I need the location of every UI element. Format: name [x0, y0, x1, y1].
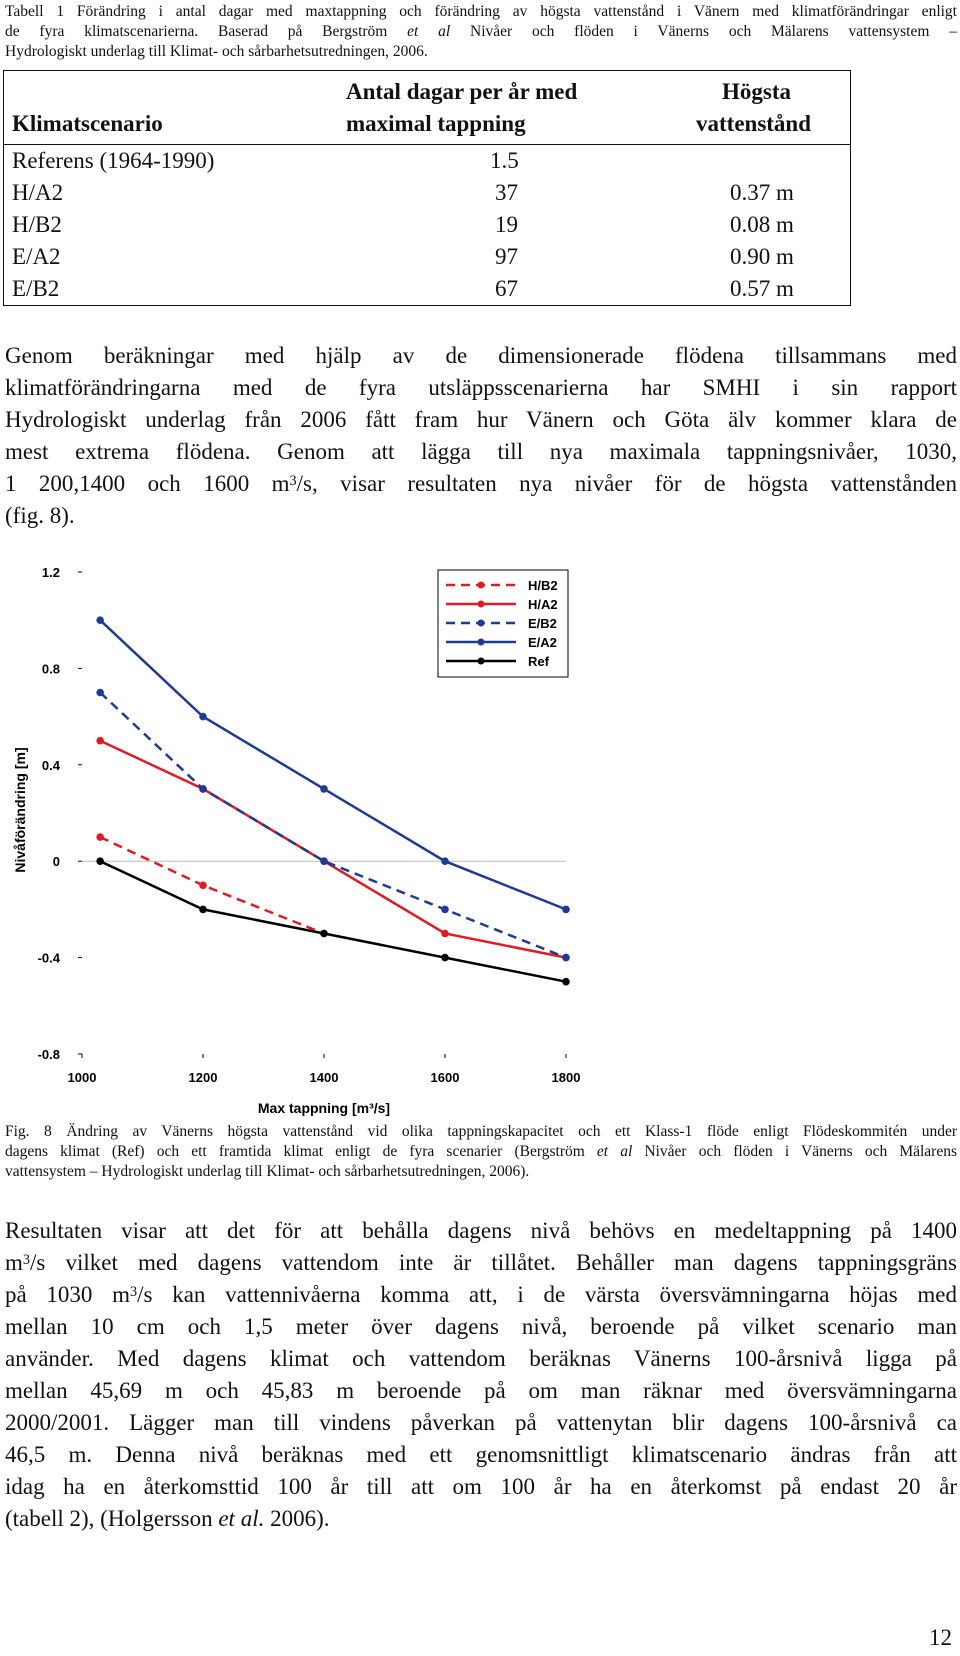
- legend-label: Ref: [528, 654, 549, 669]
- table-cell-level: 0.37 m: [730, 180, 794, 205]
- data-point: [320, 785, 328, 793]
- y-tick-label: 0: [52, 854, 60, 870]
- table-caption-line: de fyra klimatscenarierna. Baserad på Bergström et al Nivåer och flöden i Vänerns och Mälarens vattensystem –: [5, 23, 957, 40]
- table-header-days-line2: maximal tappning: [346, 111, 526, 136]
- y-tick-label: -0.4: [37, 950, 60, 966]
- x-axis-label: Max tappning [m³/s]: [257, 1100, 391, 1116]
- table-cell-days: 97: [495, 244, 518, 269]
- data-point: [441, 954, 449, 962]
- legend-label: H/A2: [528, 597, 558, 612]
- data-point: [96, 689, 104, 697]
- chart-legend: [438, 570, 568, 677]
- table-cell-days: 19: [495, 212, 518, 237]
- table-header-level-line2: vattenstånd: [696, 111, 812, 136]
- page-number: 12: [929, 1625, 952, 1650]
- table-caption: [5, 2, 957, 62]
- table-cell-scenario: Referens (1964-1990): [12, 148, 215, 173]
- legend-label: H/B2: [528, 578, 558, 593]
- paragraph-line: 46,5 m. Denna nivå beräknas med ett genomsnittligt klimatscenario ändras från att: [5, 1442, 957, 1467]
- data-point: [562, 978, 570, 986]
- y-tick-label: 1.2: [41, 565, 60, 580]
- table-caption-line: Tabell 1 Förändring i antal dagar med maxtappning och förändring av högsta vattenstånd i Vänern med klimatförändringar enligt: [5, 3, 957, 20]
- paragraph-line: 1 200,1400 och 1600 $m^3/s$, visar resultaten nya nivåer för de högsta vattenstånden: [5, 471, 957, 496]
- x-tick-label: 1600: [430, 1070, 460, 1085]
- scenario-table: [3, 70, 851, 306]
- legend-label: E/B2: [528, 616, 557, 631]
- table-cell-days: 1.5: [490, 148, 519, 173]
- data-point: [562, 906, 570, 914]
- data-point: [441, 906, 449, 914]
- data-point: [199, 882, 207, 890]
- table-cell-level: 0.90 m: [730, 244, 794, 269]
- series-line-ref: [100, 861, 566, 982]
- data-point: [320, 857, 328, 865]
- data-point: [96, 857, 104, 865]
- data-point: [441, 857, 449, 865]
- y-tick-label: 0.4: [41, 757, 60, 773]
- x-tick-label: 1800: [551, 1070, 581, 1085]
- table-cell-scenario: E/A2: [12, 244, 61, 269]
- paragraph-2: [5, 1215, 957, 1535]
- series-line-ha2: [100, 741, 566, 958]
- table-cell-days: 67: [495, 276, 518, 301]
- paragraph-line: $m^3/s$ vilket med dagens vattendom inte är tillåtet. Behåller man dagens tappningsgräns: [5, 1250, 957, 1275]
- paragraph-line: (tabell 2), (Holgersson et al. 2006).: [5, 1506, 330, 1531]
- y-axis-label: Nivåförändring [m]: [12, 747, 28, 873]
- data-point: [562, 954, 570, 962]
- table-header-scenario: Klimatscenario: [12, 111, 163, 136]
- legend-marker: [478, 601, 485, 608]
- data-point: [320, 930, 328, 938]
- data-point: [199, 906, 207, 914]
- paragraph-line: idag ha en återkomsttid 100 år till att om 100 år ha en återkomst på endast 20 år: [5, 1474, 957, 1499]
- paragraph-line: 2000/2001. Lägger man till vindens påverkan på vattenytan blir dagens 100-årsnivå ca: [5, 1410, 957, 1435]
- figure-caption-line: Fig. 8 Ändring av Vänerns högsta vattenstånd vid olika tappningskapacitet och ett Klass-1 flöde enligt Flödeskommitén under: [5, 1123, 957, 1140]
- table-header-level-line1: Högsta: [722, 79, 791, 104]
- series-line-hb2: [100, 837, 324, 933]
- figure-caption-line: vattensystem – Hydrologiskt underlag till Klimat- och sårbarhetsutredningen, 2006).: [5, 1163, 530, 1180]
- legend-marker: [478, 620, 485, 627]
- table-cell-level: 0.57 m: [730, 276, 794, 301]
- x-tick-label: 1200: [188, 1070, 218, 1085]
- table-cell-scenario: H/A2: [12, 180, 64, 205]
- paragraph-line: klimatförändringarna med de fyra utsläppsscenarierna har SMHI i sin rapport: [5, 375, 957, 400]
- paragraph-line: mest extrema flödena. Genom att lägga till nya maximala tappningsnivåer, 1030,: [5, 439, 957, 464]
- data-point: [199, 713, 207, 721]
- paragraph-line: (fig. 8).: [5, 503, 75, 528]
- data-point: [441, 930, 449, 938]
- table-cell-scenario: H/B2: [12, 212, 62, 237]
- table-cell-scenario: E/B2: [12, 276, 60, 301]
- legend-marker: [478, 658, 485, 665]
- table-cell-days: 37: [495, 180, 518, 205]
- figure-caption: [5, 1122, 957, 1182]
- data-point: [96, 737, 104, 745]
- water-level-chart: [0, 560, 960, 1120]
- paragraph-line: Genom beräkningar med hjälp av de dimensionerade flödena tillsammans med: [5, 343, 957, 368]
- paragraph-line: mellan 10 cm och 1,5 meter över dagens nivå, beroende på vilket scenario man: [5, 1314, 957, 1339]
- y-tick-label: -0.8: [37, 1047, 60, 1062]
- paragraph-line: på 1030 $m^3/s$ kan vattennivåerna komma att, i de värsta översvämningarna höjas med: [5, 1282, 957, 1307]
- table-header-days-line1: Antal dagar per år med: [346, 79, 578, 104]
- table-caption-line: Hydrologiskt underlag till Klimat- och sårbarhetsutredningen, 2006.: [5, 43, 428, 60]
- data-point: [199, 785, 207, 793]
- paragraph-line: använder. Med dagens klimat och vattendom beräknas Vänerns 100-årsnivå ligga på: [5, 1346, 957, 1371]
- paragraph-line: Resultaten visar att det för att behålla dagens nivå behövs en medeltappning på 1400: [5, 1218, 957, 1243]
- figure-caption-line: dagens klimat (Ref) och ett framtida klimat enligt de fyra scenarier (Bergström et al Nivåer och flöden i Vänerns och Mälarens: [5, 1143, 957, 1160]
- x-tick-label: 1400: [309, 1070, 339, 1085]
- paragraph-line: Hydrologiskt underlag från 2006 fått fram hur Vänern och Göta älv kommer klara de: [5, 407, 957, 432]
- legend-marker: [478, 582, 485, 589]
- data-point: [96, 833, 104, 841]
- paragraph-line: mellan 45,69 m och 45,83 m beroende på om man räknar med översvämningarna: [5, 1378, 957, 1403]
- legend-marker: [478, 639, 485, 646]
- table-cell-level: 0.08 m: [730, 212, 794, 237]
- paragraph-1: [5, 340, 957, 532]
- legend-label: E/A2: [528, 635, 557, 650]
- x-tick-label: 1000: [67, 1070, 97, 1085]
- series-line-eb2: [100, 693, 566, 958]
- y-tick-label: 0.8: [41, 661, 60, 677]
- data-point: [96, 616, 104, 624]
